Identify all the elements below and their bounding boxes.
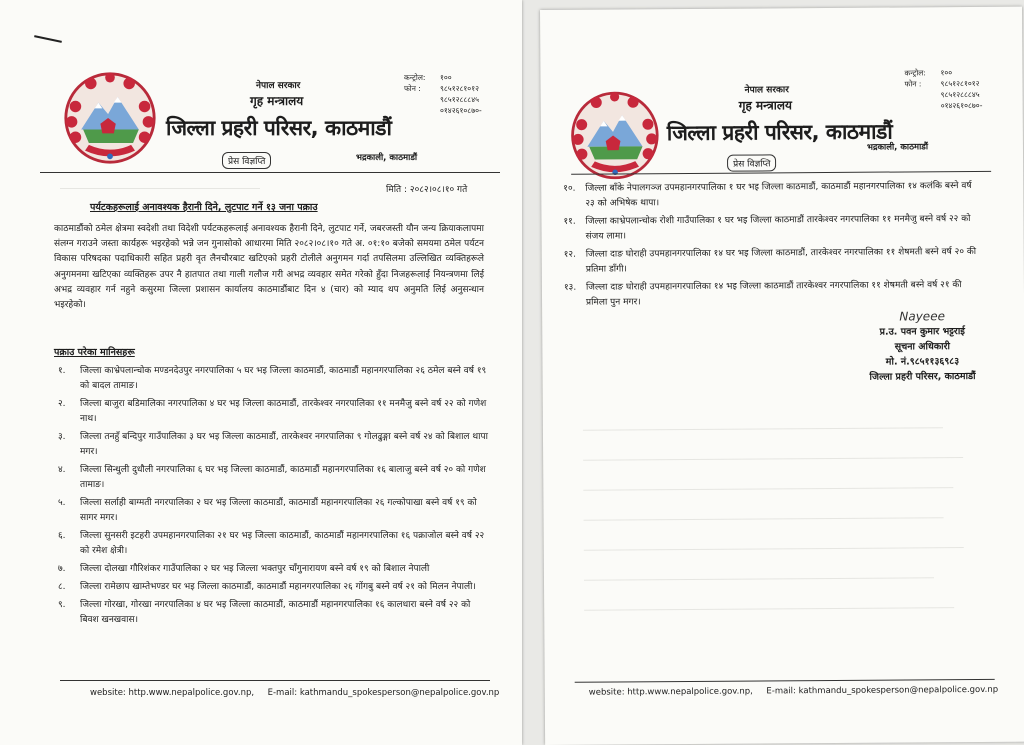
item-text: जिल्ला दाङ घोराही उपमहानगरपालिका १४ घर भइ जिल्ला काठमाडौं, तारकेश्वर नगरपालिका ११ शेषमती बस्ने वर्ष २० की प्रतिमा डाँगी।	[585, 246, 977, 275]
bleed-through	[583, 457, 963, 461]
item-number: १३.	[563, 282, 577, 293]
office-address: भद्रकाली, काठमाडौं	[356, 153, 418, 163]
item-number: ५.	[58, 498, 66, 508]
nepal-emblem-icon	[62, 70, 158, 166]
phone-number: ९८५१२८१०१२	[440, 84, 479, 93]
list-item	[58, 529, 488, 559]
item-text: जिल्ला तनहुँ बन्दिपुर गाउँपालिका ३ घर भइ जिल्ला काठमाडौं, तारकेश्वर नगरपालिका ९ गोलढुङ्गा बस्ने वर्ष २४ को बिशाल थापा मगर।	[80, 432, 488, 457]
list-item	[58, 397, 488, 427]
list-item	[564, 278, 984, 311]
arrested-list	[58, 364, 488, 631]
signature-block	[842, 309, 1003, 385]
item-number: ६.	[58, 531, 66, 541]
government-label: नेपाल सरकार	[256, 81, 301, 91]
bleed-through	[584, 547, 964, 551]
item-text: जिल्ला दाङ घोराही उपमहानगरपालिका १४ भइ जिल्ला काठमाडौं तारकेश्वर नगरपालिका ११ शेषमती बस्ने वर्ष २१ की प्रमिला पुन मगर।	[585, 280, 962, 308]
item-text: जिल्ला बाँके नेपालगञ्ज उपमहानगरपालिका १ घर भइ जिल्ला काठमाडौं, काठमाडौं महानगरपालिका १४ कलंकि बस्ने वर्ष २३ को अभिषेक थापा।	[585, 180, 972, 209]
item-number: ८.	[58, 582, 66, 592]
list-item	[564, 245, 984, 278]
handwritten-signature: Nayeee	[899, 309, 945, 324]
item-number: ७.	[58, 564, 66, 574]
item-number: १.	[58, 366, 66, 376]
item-text: जिल्ला दोलखा गौरिशंकर गाउँपालिका २ घर भइ जिल्ला भक्तपुर चाँगुनारायण बस्ने वर्ष १९ को बिशाल नेपाली	[80, 564, 430, 574]
item-text: जिल्ला काभ्रेपलान्चोक मण्डनदेउपुर नगरपालिका ५ घर भइ जिल्ला काठमाडौं, काठमाडौं महानगरपालिका २६ ठमेल बस्ने वर्ष १९ को बादल तामाङ।	[80, 366, 487, 391]
list-item	[58, 598, 488, 628]
phone-number: ९८५१२८८८४५	[940, 89, 980, 100]
hotline-number: १००	[940, 68, 953, 78]
item-number: २.	[58, 399, 66, 409]
footer-divider	[575, 679, 995, 683]
footer-email: E-mail: kathmandu_spokesperson@nepalpolice.gov.np	[267, 688, 500, 698]
list-item	[58, 562, 488, 577]
item-text: जिल्ला काभ्रेपलान्चोक रोशी गाउँपालिका १ घर भइ जिल्ला काठमाडौं तारकेश्वर नगरपालिका ११ मनमैजु बस्ने वर्ष २२ को संजय लामा।	[585, 214, 971, 242]
header-divider	[40, 172, 500, 173]
hotline-label: कन्ट्रोल:	[904, 68, 926, 78]
list-item	[58, 364, 488, 394]
bleed-through	[584, 517, 944, 521]
footer-contact	[90, 688, 499, 698]
arrested-list-continued	[563, 179, 984, 314]
list-item	[58, 580, 488, 595]
phone-number: ०१४२६१०८७०-	[940, 100, 983, 111]
item-text: जिल्ला गोरखा, गोरखा नगरपालिका ४ घर भइ जिल्ला काठमाडौं, काठमाडौं महानगरपालिका १६ कालधारा बस्ने वर्ष २२ को बिवश खनखवास।	[80, 600, 471, 625]
footer-email: E-mail: kathmandu_spokesperson@nepalpolice.gov.np	[766, 684, 999, 697]
item-number: १०.	[563, 183, 576, 194]
bleed-through	[584, 607, 954, 611]
item-text: जिल्ला सिन्धुली दुधौली नगरपालिका ६ घर भइ जिल्ला काठमाडौं, काठमाडौं महानगरपालिका १६ बालाजु बस्ने वर्ष २० को गणेश तामाङ।	[80, 465, 486, 490]
release-subject: पर्यटकहरूलाई अनावश्यक हैरानी दिने, लुटपाट गर्ने १३ जना पक्राउ	[90, 202, 318, 213]
press-release-label: प्रेस विज्ञप्ति	[727, 154, 777, 171]
list-item	[58, 430, 488, 460]
item-text: जिल्ला बाजुरा बडिमालिका नगरपालिका ४ घर भइ जिल्ला काठमाडौं, तारकेश्वर नगरपालिका ११ मनमैजु बस्ने वर्ष २२ को गणेश नाथ।	[80, 399, 487, 424]
release-body: काठमाडौंको ठमेल क्षेत्रमा स्वदेशी तथा विदेशी पर्यटकहरूलाई अनावश्यक हैरानी दिने, लुटपाट गर्ने, जबरजस्ती यौन जन्य क्रियाकलापमा संलग्न गराउने जस्ता कार्यहरू भइरहेको भन्ने जन गुनासोको आधारमा मिति २०८२।०८।१० गते अ. ०१:१० बजेको समयमा ठमेल पर्यटन विकास परिषदका पदाधिकारी सहित प्रहरी वृत लैनचौरबाट खटिएको प्रहरी टोलीले अनुगमन गर्दा तपसिलमा उल्लिखित व्यक्तिहरूले अनुगमनमा खटिएका व्यक्तिहरू उपर नै हातपात तथा गाली गलौज गरी अभद्र व्यवहार समेत गरेको हुँदा निजहरूलाई नियन्त्रणमा लिई अभद्र व्यवहार गर्न नहुने कसुरमा जिल्ला प्रशासन कार्यालय काठमाडौंबाट दिन ४ (चार) को म्याद थप अनुमति लिई अनुसन्धान भइरहेको।	[54, 224, 484, 311]
signatory-title: सूचना अधिकारी	[894, 341, 950, 353]
list-item	[563, 212, 983, 245]
bleed-through	[583, 487, 953, 491]
item-number: ११.	[563, 216, 576, 227]
phone-label: फोन :	[904, 79, 922, 89]
footer-contact	[589, 685, 998, 698]
press-release-label: प्रेस विज्ञप्ति	[222, 152, 271, 169]
government-label: नेपाल सरकार	[744, 85, 789, 96]
pen-mark	[34, 35, 62, 43]
ministry-label: गृह मन्त्रालय	[250, 94, 304, 108]
office-title: जिल्ला प्रहरी परिसर, काठमाडौं	[166, 116, 392, 140]
hotline-number: १००	[440, 73, 452, 82]
bleed-through	[583, 427, 943, 431]
press-release-page-2	[540, 7, 1024, 745]
signatory-mobile: मो. नं.९८५११३६९८३	[885, 356, 960, 368]
office-title: जिल्ला प्रहरी परिसर, काठमाडौं	[666, 119, 893, 146]
office-address: भद्रकाली, काठमाडौं	[866, 142, 929, 153]
item-number: ३.	[58, 432, 66, 442]
list-item	[563, 179, 983, 212]
bleed-through	[60, 188, 260, 189]
footer-divider	[60, 680, 490, 681]
item-text: जिल्ला रामेछाप खाम्तेभण्डर घर भइ जिल्ला काठमाडौं, काठमाडौं महानगरपालिका २६ गोंगबु बस्ने वर्ष २१ को मिलन नेपाली।	[80, 582, 476, 592]
nepal-emblem-icon	[569, 89, 662, 182]
release-date: मिति : २०८२।०८।१० गते	[386, 185, 468, 195]
contact-block	[404, 72, 482, 116]
item-text: जिल्ला सर्लाही बाग्मती नगरपालिका २ घर भइ जिल्ला काठमाडौं, काठमाडौं महानगरपालिका २६ गल्कोपाखा बस्ने वर्ष १९ को सागर मगर।	[80, 498, 477, 523]
footer-website: website: http.www.nepalpolice.gov.np,	[90, 688, 255, 698]
phone-label: फोन :	[404, 84, 421, 93]
bleed-through	[584, 577, 934, 580]
list-item	[58, 463, 488, 493]
footer-website: website: http.www.nepalpolice.gov.np,	[588, 686, 753, 698]
ministry-label: गृह मन्त्रालय	[738, 98, 792, 113]
signatory-office: जिल्ला प्रहरी परिसर, काठमाडौं	[869, 370, 976, 383]
arrested-heading: पक्राउ परेका मानिसहरू	[54, 347, 135, 358]
phone-number: ०१४२६१०८७०-	[440, 106, 482, 115]
item-number: ४.	[58, 465, 66, 475]
phone-number: ९८५१२८८८४५	[440, 95, 479, 104]
signatory-name: प्र.उ. पवन कुमार भट्टराई	[879, 326, 965, 338]
item-number: ९.	[58, 600, 66, 610]
contact-block	[904, 67, 982, 112]
item-number: १२.	[563, 249, 576, 260]
list-item	[58, 496, 488, 526]
item-text: जिल्ला सुनसरी इटहरी उपमहानगरपालिका २१ घर भइ जिल्ला काठमाडौं, काठमाडौं महानगरपालिका १६ पक्राजोल बस्ने वर्ष २२ को रमेश क्षेत्री।	[80, 531, 485, 556]
hotline-label: कन्ट्रोल:	[404, 73, 426, 82]
phone-number: ९८५१२८१०१२	[940, 78, 980, 89]
